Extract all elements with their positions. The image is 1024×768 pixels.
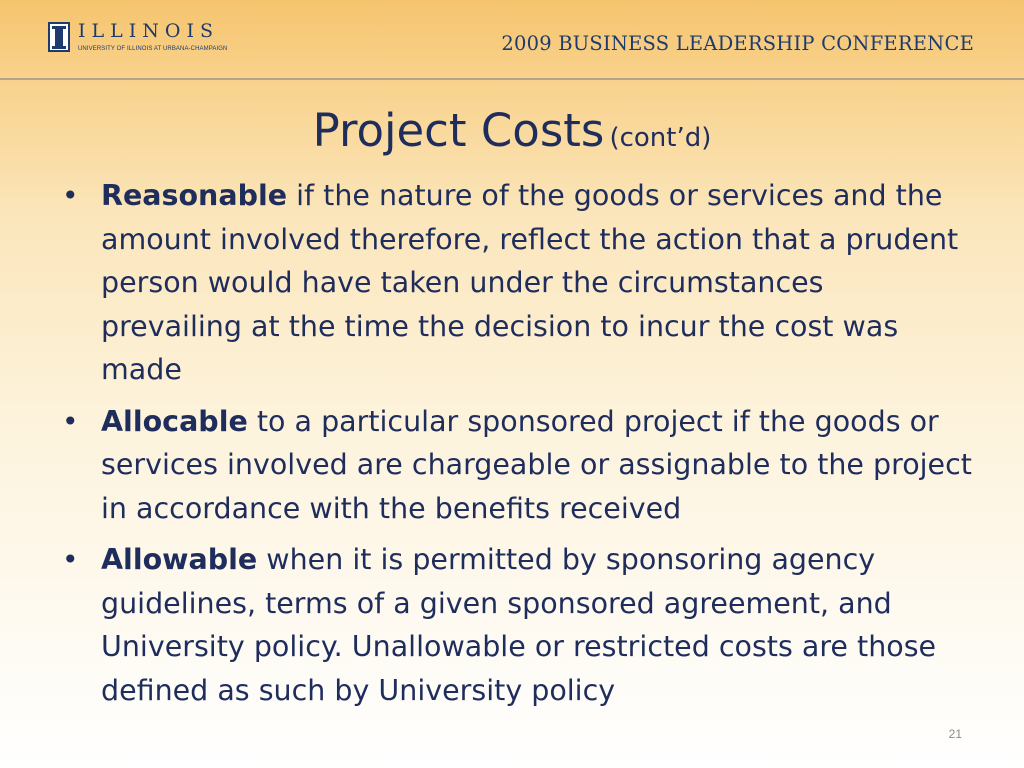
slide-header (0, 0, 1024, 78)
bullet-dot-icon: • (62, 404, 79, 438)
bullet-text: if the nature of the goods or services and the amount involved therefore, reflect the action that a prudent person would have taken under the circumstances prevailing at the time the decision to incur the cost was made (101, 179, 959, 386)
slide-title-suffix: (cont’d) (609, 123, 712, 153)
bullet-item-reasonable (62, 174, 972, 392)
university-logo (48, 22, 248, 56)
bullet-term: Allowable (101, 543, 258, 576)
logo-wordmark: ILLINOIS (78, 20, 219, 42)
bullet-term: Allocable (101, 404, 248, 438)
bullet-item-allowable (62, 538, 972, 712)
page-number: 21 (948, 727, 962, 741)
header-divider (0, 78, 1024, 80)
bullet-term: Reasonable (101, 179, 288, 212)
slide-title-main: Project Costs (312, 104, 605, 157)
bullet-dot-icon: • (62, 543, 79, 576)
block-i-icon (48, 22, 70, 52)
bullet-item-allocable (62, 400, 972, 531)
conference-title: 2009 BUSINESS LEADERSHIP CONFERENCE (501, 32, 974, 55)
bullet-text: when it is permitted by sponsoring agency guidelines, terms of a given sponsored agreement, and University policy. Unallowable or restricted costs are those defined as such by University policy (101, 543, 937, 707)
bullet-dot-icon: • (62, 179, 79, 212)
logo-subtitle: UNIVERSITY OF ILLINOIS AT URBANA-CHAMPAIGN (78, 46, 228, 52)
bullet-text: to a particular sponsored project if the goods or services involved are chargeable or assignable to the project in accordance with the benefits received (101, 404, 972, 525)
slide-title (0, 104, 1024, 157)
bullet-list (62, 174, 972, 720)
